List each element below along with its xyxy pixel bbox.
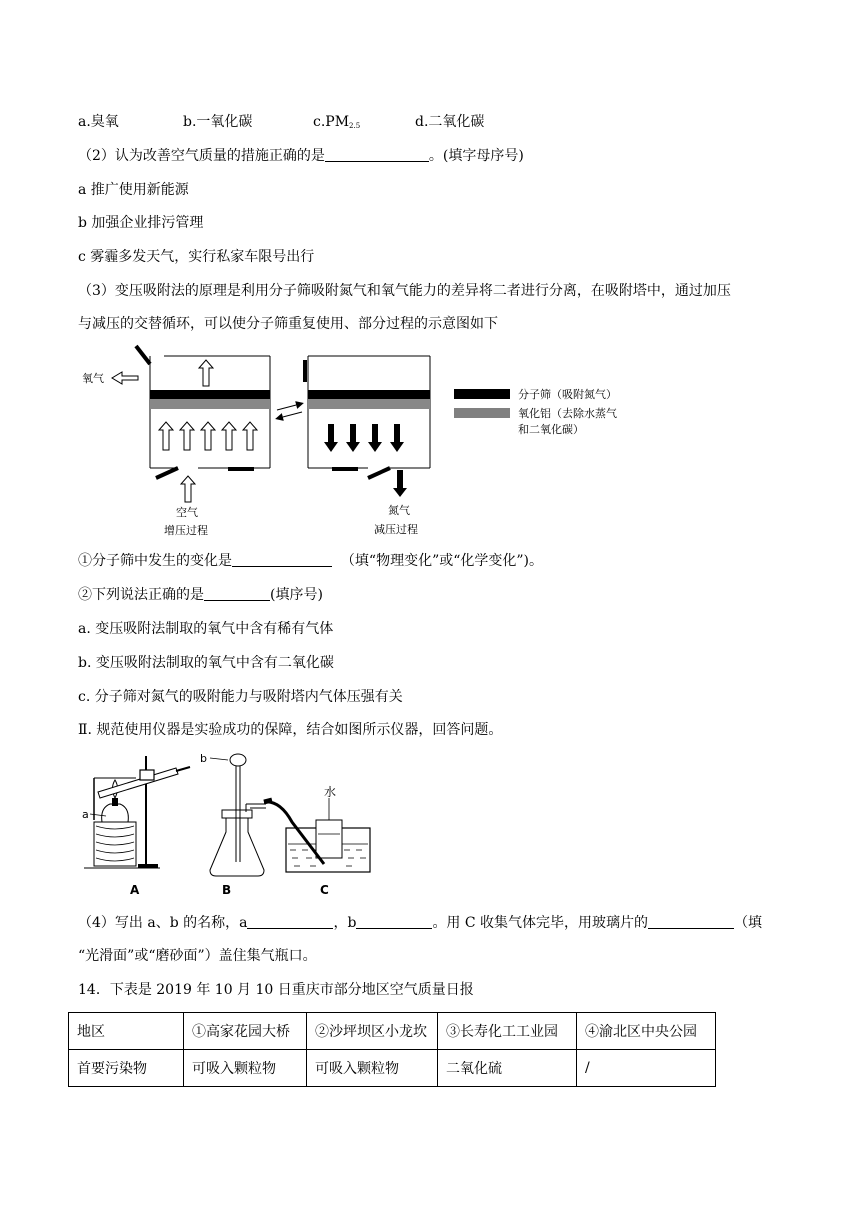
legend-sieve-label: 分子筛（吸附氮气） — [518, 388, 617, 401]
q3-option-a: a. 变压吸附法制取的氧气中含有稀有气体 — [78, 621, 334, 637]
table-cell: ③长寿化工工业园 — [438, 1013, 577, 1050]
q3-sub-1 — [78, 551, 543, 571]
answer-blank[interactable] — [648, 914, 734, 929]
caption-c: C — [320, 883, 329, 897]
legend-swatch-sieve — [454, 389, 510, 399]
q4-text-3: 。用 C 收集气体完毕，用玻璃片的 — [432, 915, 649, 931]
table-cell: 首要污染物 — [69, 1050, 184, 1087]
q3-line-2: 与减压的交替循环，可以使分子筛重复使用、部分过程的示意图如下 — [78, 316, 498, 332]
q3-s2-before: ②下列说法正确的是 — [78, 587, 204, 603]
answer-blank[interactable] — [232, 552, 332, 567]
q2-option-a: a 推广使用新能源 — [78, 182, 189, 198]
label-b: b — [200, 752, 207, 765]
label-a: a — [82, 808, 89, 821]
question-14: 14．下表是 2019 年 10 月 10 日重庆市部分地区空气质量日报 — [78, 982, 474, 998]
q3-option-b: b. 变压吸附法制取的氧气中含有二氧化碳 — [78, 655, 334, 671]
option-a: a.臭氧 — [78, 114, 119, 130]
water-label: 水 — [324, 785, 337, 799]
q4-line-2: “光滑面”或“磨砂面”）盖住集气瓶口。 — [78, 948, 317, 964]
answer-blank[interactable] — [204, 586, 270, 601]
table-cell: ②沙坪坝区小龙坎 — [307, 1013, 438, 1050]
adsorption-diagram — [78, 342, 658, 542]
cycle-arrow-right — [277, 404, 300, 410]
q2-option-c: c 雾霾多发天气，实行私家车限号出行 — [78, 249, 315, 265]
nitrogen-label: 氮气 — [388, 504, 410, 517]
legend-alumina-label: 氧化铝（去除水蒸气 — [518, 407, 617, 420]
q3-option-c: c. 分子筛对氮气的吸附能力与吸附塔内气体压强有关 — [78, 689, 403, 705]
answer-blank[interactable] — [247, 914, 333, 929]
table-header-row — [69, 1013, 716, 1050]
table-cell: 可吸入颗粒物 — [307, 1050, 438, 1087]
table-cell: ①高家花园大桥 — [184, 1013, 307, 1050]
table-cell: 可吸入颗粒物 — [184, 1050, 307, 1087]
q2-option-b: b 加强企业排污管理 — [78, 215, 204, 231]
pressurize-label: 增压过程 — [164, 524, 208, 537]
q3-s2-after: (填序号) — [270, 587, 323, 603]
apparatus-a — [82, 756, 190, 868]
q4-text-2: ，b — [333, 915, 357, 931]
q3-sub-2 — [78, 585, 323, 605]
legend-alumina-label-2: 和二氧化碳） — [518, 423, 584, 436]
depressurize-tower — [303, 356, 430, 497]
oxygen-arrow — [112, 372, 138, 384]
oxygen-label: 氧气 — [82, 372, 104, 385]
question-4 — [78, 913, 762, 933]
option-b: b.一氧化碳 — [183, 114, 253, 130]
option-c-text: c.PM — [313, 114, 350, 130]
apparatus-c — [264, 784, 370, 872]
table-row — [69, 1050, 716, 1087]
pressurize-tower — [136, 346, 270, 502]
answer-blank[interactable] — [325, 147, 429, 162]
air-quality-table — [68, 1012, 716, 1087]
cycle-arrow-left — [279, 412, 302, 418]
legend-swatch-alumina — [454, 408, 510, 418]
table-cell: ④渝北区中央公园 — [577, 1013, 716, 1050]
part-2-intro: Ⅱ. 规范使用仪器是实验成功的保障，结合如图所示仪器，回答问题。 — [78, 722, 503, 738]
apparatus-figure — [80, 752, 380, 902]
q3-line-1: （3）变压吸附法的原理是利用分子筛吸附氮气和氧气能力的差异将二者进行分离，在吸附塔中，通过加压 — [78, 283, 731, 299]
table-cell: 二氧化硫 — [438, 1050, 577, 1087]
caption-b: B — [222, 883, 232, 897]
q3-s1-before: ①分子筛中发生的变化是 — [78, 553, 232, 569]
apparatus-b — [200, 752, 266, 876]
question-2 — [78, 146, 524, 166]
diagram-legend — [454, 387, 617, 436]
option-c-subscript: 2.5 — [349, 122, 361, 130]
caption-a: A — [130, 883, 140, 897]
air-label: 空气 — [176, 506, 198, 519]
q4-text-4: （填 — [734, 915, 763, 931]
q2-text-before: （2）认为改善空气质量的措施正确的是 — [78, 148, 325, 164]
table-cell: 地区 — [69, 1013, 184, 1050]
option-d: d.二氧化碳 — [415, 114, 485, 130]
q3-s1-after: （填“物理变化”或“化学变化”)。 — [340, 553, 543, 569]
option-c — [313, 112, 360, 136]
q4-text-1: （4）写出 a、b 的名称，a — [78, 915, 248, 931]
table-cell: / — [577, 1050, 716, 1087]
answer-blank[interactable] — [356, 914, 432, 929]
q2-text-after: 。(填字母序号) — [428, 148, 524, 164]
depressurize-label: 减压过程 — [374, 523, 418, 536]
